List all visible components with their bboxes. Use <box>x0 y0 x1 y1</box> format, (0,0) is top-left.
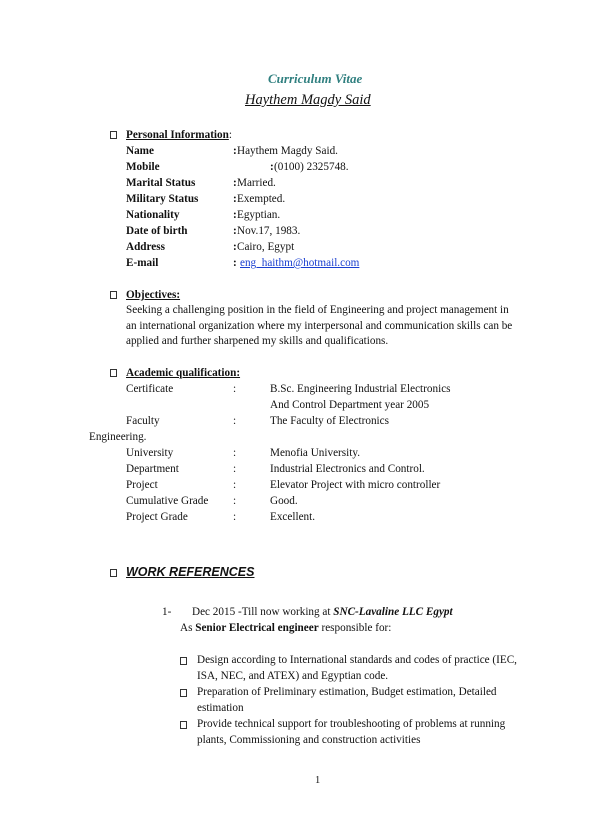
duty-bullet-icon <box>180 657 187 665</box>
personal-sep: : <box>233 209 237 221</box>
duty-item <box>197 685 547 716</box>
email-link[interactable]: eng_haithm@hotmail.com <box>240 257 360 269</box>
academic-sep: : <box>233 383 237 395</box>
candidate-name: Haythem Magdy Said <box>245 92 371 108</box>
work-role-prefix: As <box>180 622 196 634</box>
personal-value-nationality: Egyptian. <box>237 209 281 221</box>
academic-sep: : <box>233 463 237 475</box>
academic-value-faculty: The Faculty of Electronics <box>270 415 389 427</box>
work-heading: WORK REFERENCES <box>126 565 255 579</box>
personal-sep: : <box>233 193 237 205</box>
academic-label-department: Department <box>126 463 179 475</box>
cv-title: Curriculum Vitae <box>268 71 363 86</box>
duty-line: Preparation of Preliminary estimation, Budget estimation, Detailed <box>197 686 497 698</box>
personal-label-marital: Marital Status <box>126 177 196 189</box>
duty-line: plants, Commissioning and construction activities <box>197 733 421 746</box>
work-item-line <box>192 605 453 619</box>
personal-value-military: Exempted. <box>237 193 286 205</box>
duty-line: Design according to International standards and codes of practice (IEC, <box>197 654 517 666</box>
duty-line: Provide technical support for troubleshooting of problems at running <box>197 718 506 730</box>
page-number: 1 <box>315 775 321 786</box>
academic-value-university: Menofia University. <box>270 447 360 459</box>
academic-value-certificate: B.Sc. Engineering Industrial Electronics <box>270 383 451 395</box>
objectives-line: applied and further sharpened my skills and qualifications. <box>126 335 389 348</box>
duty-line: estimation <box>197 701 244 714</box>
personal-heading-suffix: : <box>228 129 232 141</box>
academic-label-project: Project <box>126 479 158 491</box>
personal-sep: : <box>270 161 274 173</box>
academic-value-cumulative: Good. <box>270 495 298 507</box>
section-bullet-icon <box>110 131 117 139</box>
personal-heading-label: Personal Information <box>126 129 229 141</box>
work-role-suffix: responsible for: <box>318 622 392 634</box>
academic-value-project: Elevator Project with micro controller <box>270 479 441 491</box>
personal-label-name: Name <box>126 145 154 157</box>
academic-label-faculty: Faculty <box>126 415 160 427</box>
section-bullet-icon <box>110 569 117 577</box>
section-bullet-icon <box>110 369 117 377</box>
duty-line: ISA, NEC, and ATEX) and Egyptian code. <box>197 669 389 682</box>
work-role-line <box>180 621 391 635</box>
academic-heading: Academic qualification: <box>126 367 241 379</box>
objectives-line: Seeking a challenging position in the field of Engineering and project management in <box>126 304 509 316</box>
personal-sep: : <box>233 225 237 237</box>
academic-faculty-wrap: Engineering. <box>89 431 147 443</box>
duty-item <box>197 653 547 684</box>
personal-value-marital: Married. <box>237 177 276 189</box>
duty-bullet-icon <box>180 689 187 697</box>
academic-label-cumulative: Cumulative Grade <box>126 495 209 507</box>
personal-value-address: Cairo, Egypt <box>237 241 295 253</box>
personal-sep: : <box>233 257 237 269</box>
personal-label-nationality: Nationality <box>126 209 180 221</box>
objectives-text <box>126 303 546 350</box>
academic-value-project-grade: Excellent. <box>270 511 316 523</box>
work-item-number: 1- <box>162 606 172 618</box>
personal-label-address: Address <box>126 241 165 253</box>
objectives-heading: Objectives: <box>126 289 181 301</box>
personal-heading <box>126 128 232 142</box>
academic-sep: : <box>233 415 237 427</box>
work-company: SNC-Lavaline LLC Egypt <box>333 606 453 618</box>
academic-sep: : <box>233 479 237 491</box>
personal-label-email: E-mail <box>126 257 159 269</box>
objectives-line: an international organization where my interpersonal and communication skills can be <box>126 319 513 332</box>
work-period: Dec 2015 -Till now working at <box>192 606 334 618</box>
personal-label-dob: Date of birth <box>126 225 188 237</box>
personal-label-military: Military Status <box>126 193 199 205</box>
personal-value-mobile: (0100) 2325748. <box>274 161 349 173</box>
academic-sep: : <box>233 495 237 507</box>
work-role-title: Senior Electrical engineer <box>195 622 319 634</box>
personal-label-mobile: Mobile <box>126 161 160 173</box>
academic-sep: : <box>233 511 237 523</box>
academic-label-project-grade: Project Grade <box>126 511 188 523</box>
duty-bullet-icon <box>180 721 187 729</box>
academic-value-certificate-cont: And Control Department year 2005 <box>270 399 430 411</box>
personal-sep: : <box>233 145 237 157</box>
personal-value-name: Haythem Magdy Said. <box>237 145 338 157</box>
academic-label-certificate: Certificate <box>126 383 174 395</box>
personal-value-dob: Nov.17, 1983. <box>237 225 301 237</box>
personal-sep: : <box>233 241 237 253</box>
personal-sep: : <box>233 177 237 189</box>
duty-item <box>197 717 547 748</box>
academic-label-university: University <box>126 447 174 459</box>
academic-value-department: Industrial Electronics and Control. <box>270 463 425 475</box>
section-bullet-icon <box>110 291 117 299</box>
academic-sep: : <box>233 447 237 459</box>
